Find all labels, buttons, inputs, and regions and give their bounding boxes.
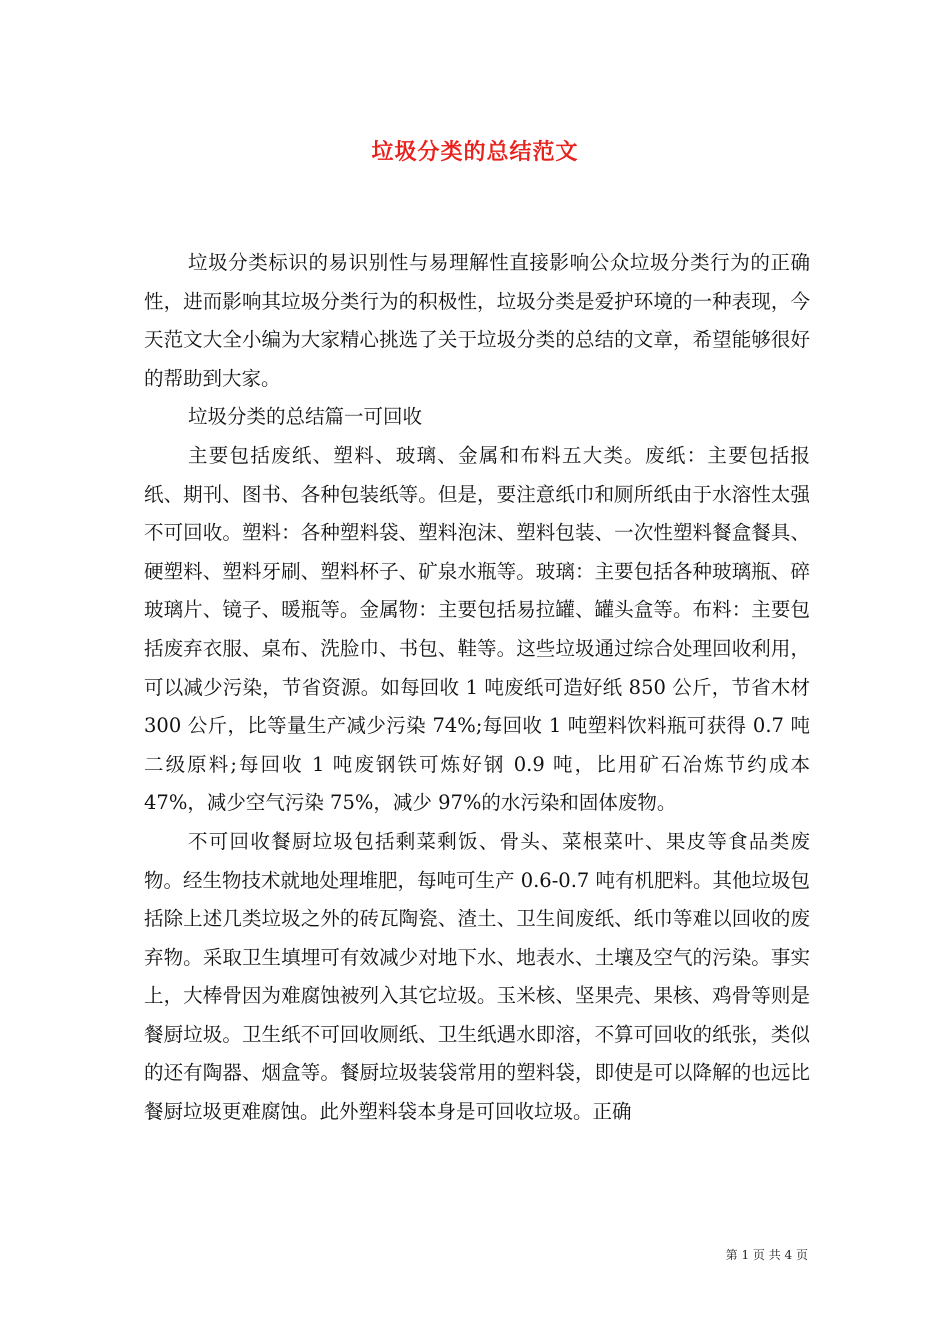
- recyclable-paragraph: 主要包括废纸、塑料、玻璃、金属和布料五大类。废纸：主要包括报纸、期刊、图书、各种包装纸等。但是，要注意纸巾和厕所纸由于水溶性太强不可回收。塑料：各种塑料袋、塑料泡沫、塑料包装、一次性塑料餐盒餐具、硬塑料、塑料牙刷、塑料杯子、矿泉水瓶等。玻璃：主要包括各种玻璃瓶、碎玻璃片、镜子、暖瓶等。金属物：主要包括易拉罐、罐头盒等。布料：主要包括废弃衣服、桌布、洗脸巾、书包、鞋等。这些垃圾通过综合处理回收利用，可以减少污染，节省资源。如每回收 1 吨废纸可造好纸 850 公斤，节省木材 300 公斤，比等量生产减少污染 74%;每回收 1 吨塑料饮料瓶可获得 0.7 吨二级原料;每回收 1 吨废钢铁可炼好钢 0.9 吨，比用矿石冶炼节约成本 47%，减少空气污染 75%，减少 97%的水污染和固体废物。: [144, 443, 810, 815]
- section-heading: 垃圾分类的总结篇一可回收: [188, 405, 423, 429]
- intro-paragraph: 垃圾分类标识的易识别性与易理解性直接影响公众垃圾分类行为的正确性，进而影响其垃圾分类行为的积极性，垃圾分类是爱护环境的一种表现，今天范文大全小编为大家精心挑选了关于垃圾分类的总结的文章，希望能够很好的帮助到大家。: [144, 251, 810, 390]
- page-number: 第 1 页 共 4 页: [725, 1248, 808, 1262]
- document-body: [144, 244, 810, 1132]
- non-recyclable-paragraph: 不可回收餐厨垃圾包括剩菜剩饭、骨头、菜根菜叶、果皮等食品类废物。经生物技术就地处理堆肥，每吨可生产 0.6-0.7 吨有机肥料。其他垃圾包括除上述几类垃圾之外的砖瓦陶瓷、渣土、卫生间废纸、纸巾等难以回收的废弃物。采取卫生填埋可有效减少对地下水、地表水、土壤及空气的污染。事实上，大棒骨因为难腐蚀被列入其它垃圾。玉米核、坚果壳、果核、鸡骨等则是餐厨垃圾。卫生纸不可回收厕纸、卫生纸遇水即溶，不算可回收的纸张，类似的还有陶器、烟盒等。餐厨垃圾装袋常用的塑料袋，即使是可以降解的也远比餐厨垃圾更难腐蚀。此外塑料袋本身是可回收垃圾。正确: [144, 829, 811, 1124]
- document-title: 垃圾分类的总结范文: [371, 139, 579, 165]
